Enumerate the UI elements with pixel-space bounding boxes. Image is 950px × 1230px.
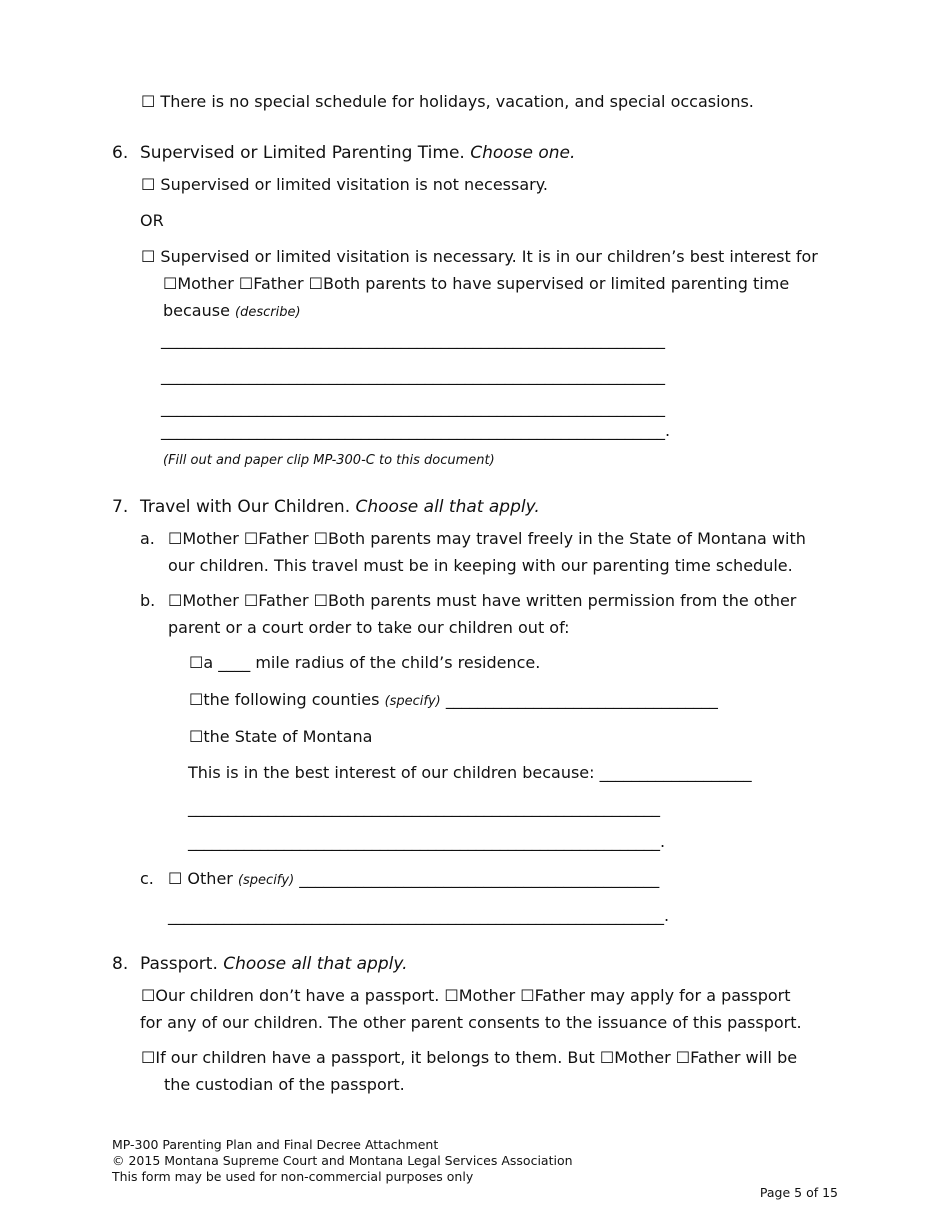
item-7a-label: a. [140,529,155,548]
written-permission-options[interactable]: ☐Mother ☐Father ☐Both parents must have written permission from the other [168,591,797,610]
item-7a-line2: our children. This travel must be in keeping with our parenting time schedule. [168,556,793,575]
section-7-title: Travel with Our Children. [140,497,351,517]
no-passport-options[interactable]: ☐Our children don’t have a passport. ☐Mother ☐Father may apply for a passport [141,986,791,1005]
page-number: Page 5 of 15 [759,1185,838,1200]
no-special-schedule-checkbox[interactable]: ☐ There is no special schedule for holidays, vacation, and special occasions. [141,92,754,111]
section-8-number: 8. [112,954,129,974]
item-7a [140,529,806,549]
visitation-necessary-checkbox[interactable]: ☐ Supervised or limited visitation is necessary. It is in our children’s best interest for [141,247,818,266]
item-7c-label: c. [140,869,154,888]
mile-radius-checkbox[interactable]: ☐a ____ mile radius of the child’s residence. [189,653,541,672]
section-7-number: 7. [112,497,129,517]
footer-copyright: © 2015 Montana Supreme Court and Montana Legal Services Association [112,1153,573,1168]
because-label [163,301,301,323]
section-6-heading [112,143,575,163]
counties-blank[interactable]: __________________________________ [445,690,718,709]
state-of-montana-checkbox[interactable]: ☐the State of Montana [189,727,373,746]
best-interest-blank-1[interactable]: ___________________________________________________________ [188,798,660,817]
other-specify-hint: (specify) [237,873,295,888]
counties-checkbox[interactable] [189,690,718,712]
section-7-heading [112,497,540,517]
footer-form-title: MP-300 Parenting Plan and Final Decree Attachment [112,1137,439,1152]
section-8-heading [112,954,408,974]
counties-specify-hint: (specify) [384,694,441,709]
best-interest-blank-2[interactable]: ___________________________________________________________. [188,832,666,851]
or-label: OR [140,211,164,230]
supervised-parent-options[interactable]: ☐Mother ☐Father ☐Both parents to have supervised or limited parenting time [163,274,790,293]
describe-blank-3[interactable]: _______________________________________________________________ [161,398,665,417]
describe-blank-4[interactable]: _______________________________________________________________. [161,421,671,440]
item-7b-line2: parent or a court order to take our children out of: [168,618,570,637]
section-7-instruction: Choose all that apply. [355,497,540,517]
other-blank-2[interactable]: ______________________________________________________________. [168,906,670,925]
section-6-instruction: Choose one. [470,143,576,163]
describe-blank-2[interactable]: _______________________________________________________________ [161,366,665,385]
section-6-title: Supervised or Limited Parenting Time. [140,143,465,163]
best-interest-line[interactable]: This is in the best interest of our children because: ___________________ [188,763,752,782]
footer-usage: This form may be used for non-commercial purposes only [112,1169,474,1184]
section-6-number: 6. [112,143,129,163]
describe-hint: (describe) [235,305,301,320]
describe-blank-1[interactable]: _______________________________________________________________ [161,330,665,349]
other-blank-1[interactable]: _____________________________________________ [299,869,660,888]
no-passport-line2: for any of our children. The other parent consents to the issuance of this passport. [140,1013,802,1032]
paper-clip-note: (Fill out and paper clip MP-300-C to this document) [163,453,495,468]
passport-custodian-line2: the custodian of the passport. [164,1075,405,1094]
because-text: because [163,301,230,320]
section-8-title: Passport. [140,954,218,974]
other-checkbox[interactable]: ☐ Other [168,869,233,888]
item-7b [140,591,796,611]
passport-custodian-options[interactable]: ☐If our children have a passport, it belongs to them. But ☐Mother ☐Father will be [141,1048,798,1067]
travel-freely-options[interactable]: ☐Mother ☐Father ☐Both parents may travel freely in the State of Montana with [168,529,806,548]
counties-label: ☐the following counties [189,690,380,709]
section-8-instruction: Choose all that apply. [223,954,408,974]
visitation-not-necessary-checkbox[interactable]: ☐ Supervised or limited visitation is not necessary. [141,175,548,194]
item-7c [140,869,659,891]
item-7b-label: b. [140,591,156,610]
